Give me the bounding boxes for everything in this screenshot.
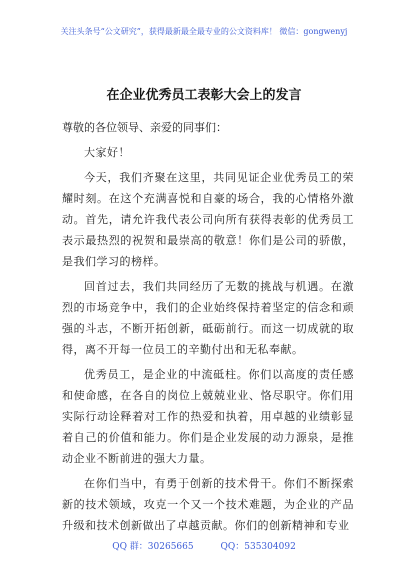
- paragraph-greeting: 大家好！: [84, 146, 130, 159]
- footer-qq-group: QQ 群：30265665: [112, 542, 194, 552]
- footer: [0, 539, 408, 552]
- paragraph: 优秀员工，是企业的中流砥柱。你们以高度的责任感和使命感，在各自的岗位上兢兢业业、恪尽职守。你们用实际行动诠释着对工作的热爱和执着，用卓越的业绩彰显着自己的价值和能力。你们是企业发展的动力源泉，是推动企业不断前进的强大力量。: [62, 368, 354, 465]
- paragraph: 回首过去，我们共同经历了无数的挑战与机遇。在激烈的市场竞争中，我们的企业始终保持着坚定的信念和顽强的斗志，不断开拓创新，砥砺前行。而这一切成就的取得，离不开每一位员工的辛勤付出和无私奉献。: [62, 280, 354, 356]
- header-banner: 关注头条号“公文研究”，获得最新最全最专业的公文资料库！ 微信：gongwenyj: [60, 27, 348, 36]
- paragraph: 在你们当中，有勇于创新的技术骨干。你们不断探索新的技术领域，攻克一个又一个技术难题，为企业的产品升级和技术创新做出了卓越贡献。你们的创新精神和专业: [62, 477, 354, 532]
- footer-qq: QQ：535304092: [220, 542, 296, 552]
- salutation: 尊敬的各位领导、亲爱的同事们：: [62, 121, 227, 134]
- paragraph: 今天，我们齐聚在这里，共同见证企业优秀员工的荣耀时刻。在这个充满喜悦和自豪的场合，我的心情格外激动。首先，请允许我代表公司向所有获得表彰的优秀员工表示最热烈的祝贺和最崇高的敬意！你们是公司的骄傲，是我们学习的榜样。: [62, 171, 354, 268]
- document-title: 在企业优秀员工表彰大会上的发言: [106, 88, 302, 103]
- document-body: [62, 118, 354, 536]
